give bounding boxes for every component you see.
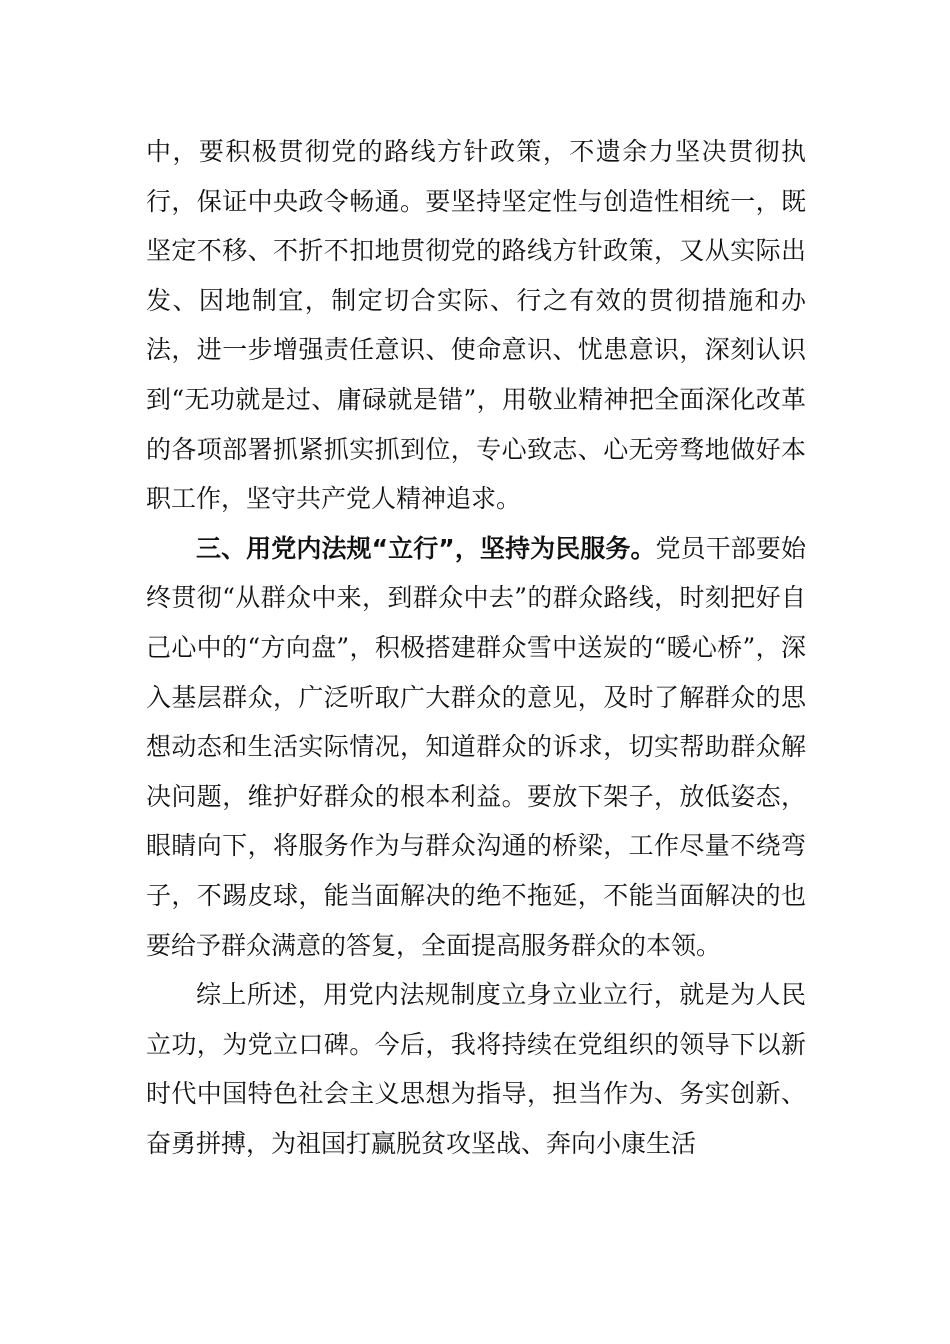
paragraph-conclusion: 综上所述，用党内法规制度立身立业立行，就是为人民立功，为党立口碑。今后，我将持续在党组织的领导下以新时代中国特色社会主义思想为指导，担当作为、务实创新、奋勇拼搏，为祖国打赢脱贫攻坚战、奔向小康生活	[146, 980, 806, 1158]
document-body	[146, 127, 806, 1168]
section-3-heading: 三、用党内法规“立行”，坚持为民服务。	[196, 533, 656, 563]
section-3-body: 党员干部要始终贯彻“从群众中来，到群众中去”的群众路线，时刻把好自己心中的“方向盘”，积极搭建群众雪中送炭的“暖心桥”，深入基层群众，广泛听取广大群众的意见，及时了解群众的思想动态和生活实际情况，知道群众的诉求，切实帮助群众解决问题，维护好群众的根本利益。要放下架子，放低姿态，眼睛向下，将服务作为与群众沟通的桥梁，工作尽量不绕弯子，不踢皮球，能当面解决的绝不拖延，不能当面解决的也要给予群众满意的答复，全面提高服务群众的本领。	[146, 533, 806, 960]
paragraph-continued: 中，要积极贯彻党的路线方针政策，不遗余力坚决贯彻执行，保证中央政令畅通。要坚持坚定性与创造性相统一，既坚定不移、不折不扣地贯彻党的路线方针政策，又从实际出发、因地制宜，制定切合实际、行之有效的贯彻措施和办法，进一步增强责任意识、使命意识、忧患意识，深刻认识到“无功就是过、庸碌就是错”，用敬业精神把全面深化改革的各项部署抓紧抓实抓到位，专心致志、心无旁骛地做好本职工作，坚守共产党人精神追求。	[146, 137, 806, 514]
paragraph-section-3	[146, 524, 806, 970]
